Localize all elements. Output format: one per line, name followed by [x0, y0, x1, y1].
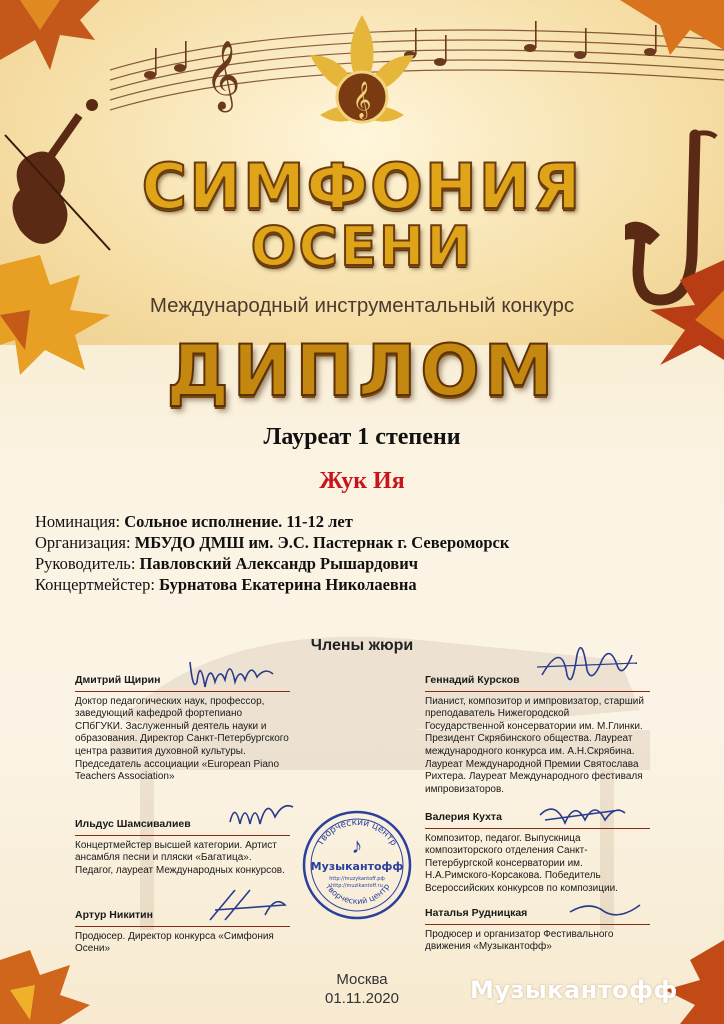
maple-leaves-top-right — [580, 0, 724, 60]
juror-description: Продюсер и организатор Фестивального движения «Музыкантофф» — [425, 928, 614, 953]
brand-logo-text: Музыкантофф — [470, 976, 678, 1004]
detail-organization: Организация: МБУДО ДМШ им. Э.С. Пастернак г. Североморск — [35, 533, 510, 552]
juror-name: Наталья Рудницкая — [425, 907, 650, 925]
detail-accompanist: Концертмейстер: Бурнатова Екатерина Николаевна — [35, 575, 417, 594]
juror-description: Доктор педагогических наук, профессор, заведующий кафедрой фортепиано СПбГУКИ. Заслуженный деятель науки и образования. Директор Санкт-Петербургского центра развития духовной культуры. Председатель ассоциации «European Piano Teachers Association» — [75, 695, 289, 783]
laureate-degree: Лауреат 1 степени — [263, 424, 461, 450]
juror-name: Ильдус Шамсивалиев — [75, 818, 290, 836]
juror-description: Композитор, педагог. Выпускница композиторского отделения Санкт-Петербургской консерватории им. Н.А.Римского-Корсакова. Победитель Всероссийских конкурсов по композиции. — [425, 832, 618, 894]
contest-subtitle: Международный инструментальный конкурс — [149, 294, 575, 317]
juror-description: Продюсер. Директор конкурса «Симфония Осени» — [75, 930, 274, 955]
signature-kurskov — [532, 635, 642, 695]
stamp-bottom-text: творческий центр — [323, 882, 392, 906]
juror-name: Геннадий Курсков — [425, 674, 650, 692]
juror-description: Пианист, композитор и импровизатор, старший преподаватель Нижегородской Государственной консерватории им. М.Глинки. Президент Скрябинского общества. Лауреат международного конкурса им. А.Н.Скрябина. Лауреат Международной Премии Святослава Рихтера. Лауреат Международного фестиваля импровизаторов. — [425, 695, 644, 795]
detail-nomination: Номинация: Сольное исполнение. 11-12 лет — [35, 512, 353, 531]
juror-name: Валерия Кухта — [425, 811, 650, 829]
contest-title-line2: ОСЕНИ — [250, 215, 474, 278]
signature-kukhta — [535, 795, 630, 835]
issue-date: 01.11.2020 — [325, 990, 399, 1007]
contest-title-line1: СИМФОНИЯ — [141, 150, 583, 223]
stamp-brand: Музыкантофф — [310, 860, 404, 873]
stamp-top-text: Творческий центр — [315, 817, 399, 848]
treble-clef-logo — [300, 15, 424, 145]
issue-place-date — [262, 970, 462, 1008]
signature-shamsivaliev — [225, 792, 300, 837]
stamp-url-2: http://muzikantoff.ru — [331, 883, 383, 889]
signature-rudnitskaya — [565, 890, 645, 925]
signature-nikitin — [205, 885, 295, 927]
juror-name: Артур Никитин — [75, 909, 290, 927]
juror-name: Дмитрий Щирин — [75, 674, 290, 692]
issue-city: Москва — [336, 971, 388, 988]
signature-shchirin — [185, 652, 280, 697]
award-details — [35, 511, 695, 595]
svg-text:𝄞: 𝄞 — [205, 40, 241, 110]
maple-leaves-top-left — [0, 0, 110, 90]
juror-description: Концертмейстер высшей категории. Артист ансамбля песни и пляски «Багатица». Педагог, лауреат Международных конкурсов. — [75, 839, 285, 876]
jury-title: Члены жюри — [310, 637, 414, 654]
detail-supervisor: Руководитель: Павловский Александр Рышардович — [35, 554, 419, 573]
maple-leaves-bottom-left — [0, 950, 90, 1024]
participant-name: Жук Ия — [319, 468, 405, 494]
note-icon: ♪ — [351, 833, 363, 858]
svg-text:𝄞: 𝄞 — [352, 80, 372, 118]
stamp-url-1: http://muzykantoff.рф — [329, 876, 385, 882]
organization-stamp — [300, 808, 415, 923]
diploma-title: ДИПЛОМ — [166, 330, 558, 412]
